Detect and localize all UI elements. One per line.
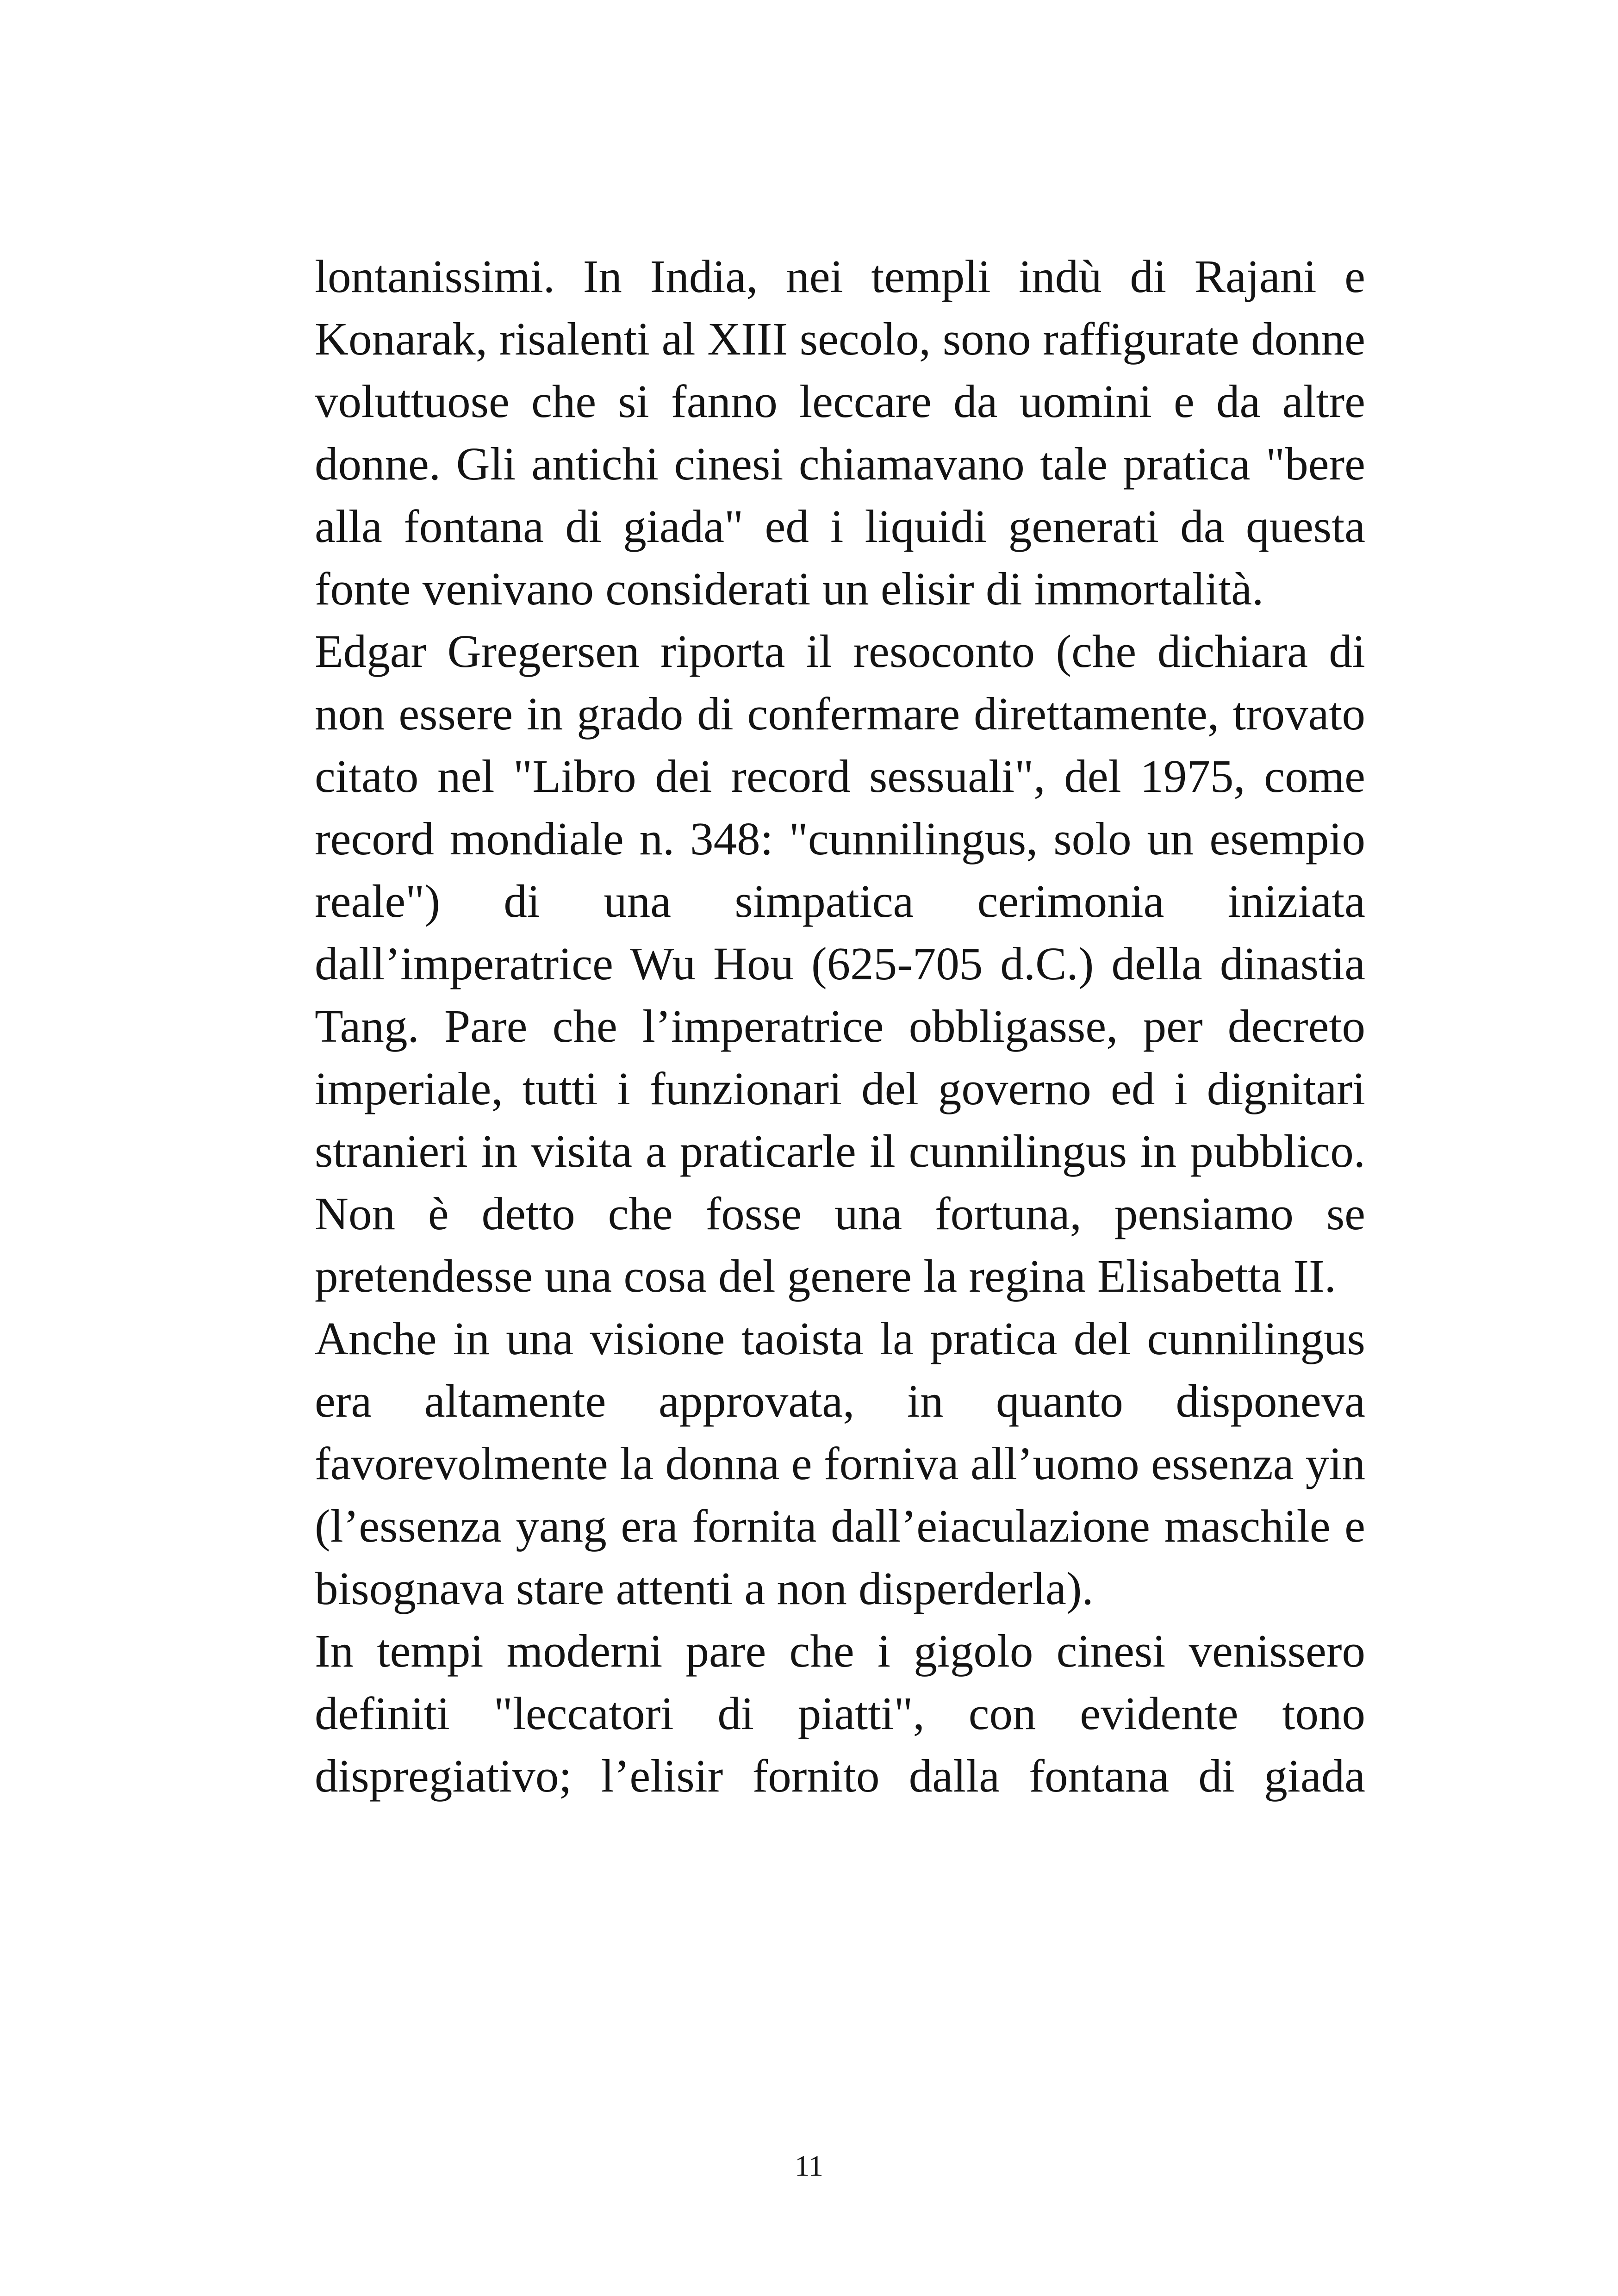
paragraph-4: In tempi moderni pare che i gigolo cinesi venissero definiti "leccatori di piatti", con evidente tono dispregiativo; l’elisir fornito dalla fontana di giada — [315, 1625, 1365, 1802]
paragraph-3: Anche in una visione taoista la pratica del cunnilingus era altamente approvata, in quanto disponeva favorevolmente la donna e forniva all’uomo essenza yin (l’essenza yang era fornita dall’eiaculazione maschile e bisognava stare attenti a non disperderla). — [315, 1313, 1365, 1614]
body-text — [315, 245, 1365, 1807]
paragraph-1: lontanissimi. In India, nei templi indù di Rajani e Konarak, risalenti al XIII secolo, sono raffigurate donne voluttuose che si fanno leccare da uomini e da altre donne. Gli antichi cinesi chiamavano tale pratica "bere alla fontana di giada" ed i liquidi generati da questa fonte venivano considerati un elisir di immortalità. — [315, 250, 1365, 615]
page-number: 11 — [795, 2149, 823, 2182]
paragraph-2: Edgar Gregersen riporta il resoconto (che dichiara di non essere in grado di confermare direttamente, trovato citato nel "Libro dei record sessuali", del 1975, come record mondiale n. 348: "cunnilingus, solo un esempio reale") di una simpatica cerimonia iniziata dall’imperatrice Wu Hou (625-705 d.C.) della dinastia Tang. Pare che l’imperatrice obbligasse, per decreto imperiale, tutti i funzionari del governo ed i dignitari stranieri in visita a praticarle il cunnilingus in pubblico. Non è detto che fosse una fortuna, pensiamo se pretendesse una cosa del genere la regina Elisabetta II. — [315, 625, 1365, 1302]
